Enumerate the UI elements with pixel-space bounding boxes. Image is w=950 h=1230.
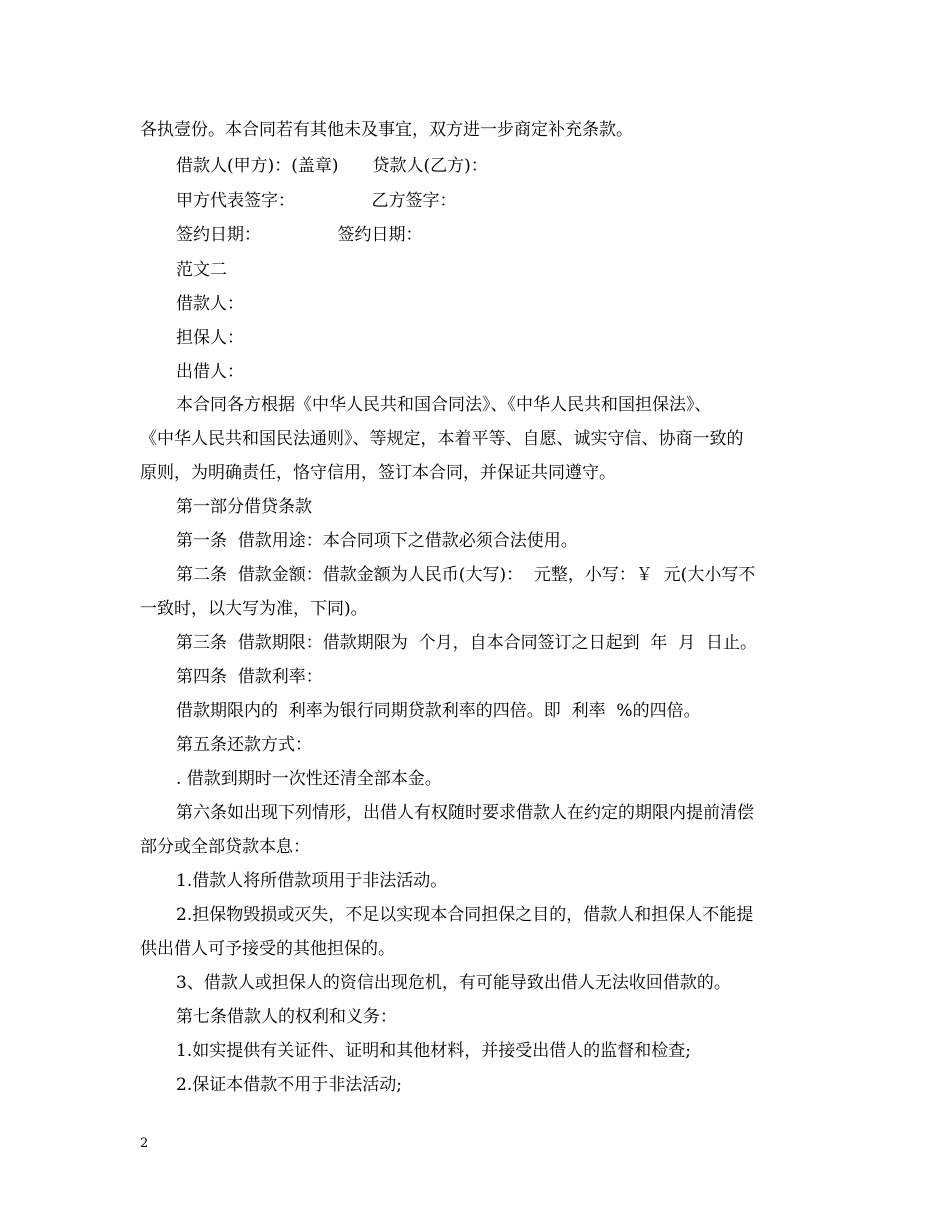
text-line: 一致时，以大写为准，下同)。 xyxy=(140,599,368,619)
page-number: 2 xyxy=(140,1136,149,1151)
text-line: 第一条 借款用途：本合同项下之借款必须合法使用。 xyxy=(176,531,578,551)
text-line: 3、借款人或担保人的资信出现危机，有可能导致出借人无法收回借款的。 xyxy=(176,973,731,993)
text-line: 1.借款人将所借款项用于非法活动。 xyxy=(176,871,448,891)
text-line: 担保人： xyxy=(176,328,244,348)
text-line: . 借款到期时一次性还清全部本金。 xyxy=(176,769,442,789)
text-line: 第五条还款方式： xyxy=(176,735,312,755)
text-line: 《中华人民共和国民法通则》、等规定，本着平等、自愿、诚实守信、协商一致的 xyxy=(140,429,744,449)
text-line: 原则，为明确责任，恪守信用，签订本合同，并保证共同遵守。 xyxy=(140,463,616,483)
text-line: 范文二 xyxy=(176,260,227,280)
text-line: 部分或全部贷款本息： xyxy=(140,837,310,857)
text-line: 各执壹份。本合同若有其他未及事宜，双方进一步商定补充条款。 xyxy=(140,120,633,140)
text-line: 第六条如出现下列情形，出借人有权随时要求借款人在约定的期限内提前清偿 xyxy=(176,803,754,823)
text-line: 第四条 借款利率： xyxy=(176,667,323,687)
text-line: 甲方代表签字： 乙方签字： xyxy=(176,191,457,211)
text-line: 出借人： xyxy=(176,362,244,382)
text-line: 供出借人可予接受的其他担保的。 xyxy=(140,939,395,959)
text-line: 1.如实提供有关证件、证明和其他材料，并接受出借人的监督和检查; xyxy=(176,1041,691,1061)
text-line: 本合同各方根据《中华人民共和国合同法》、《中华人民共和国担保法》、 xyxy=(176,395,712,415)
text-line: 签约日期： 签约日期： xyxy=(176,225,423,245)
text-line: 借款人： xyxy=(176,294,244,314)
text-line: 2.担保物毁损或灭失，不足以实现本合同担保之目的，借款人和担保人不能提 xyxy=(176,905,754,925)
text-line: 2.保证本借款不用于非法活动; xyxy=(176,1075,402,1095)
text-line: 借款人(甲方)：(盖章) 贷款人(乙方)： xyxy=(176,156,488,176)
text-line: 第一部分借贷条款 xyxy=(176,497,312,517)
text-line: 第二条 借款金额：借款金额为人民币(大写)： 元整，小写：￥ 元(大小写不 xyxy=(176,565,756,585)
text-line: 第七条借款人的权利和义务： xyxy=(176,1007,397,1027)
text-line: 借款期限内的 利率为银行同期贷款利率的四倍。即 利率 %的四倍。 xyxy=(176,701,701,721)
text-line: 第三条 借款期限：借款期限为 个月，自本合同签订之日起到 年 月 日止。 xyxy=(176,633,758,653)
